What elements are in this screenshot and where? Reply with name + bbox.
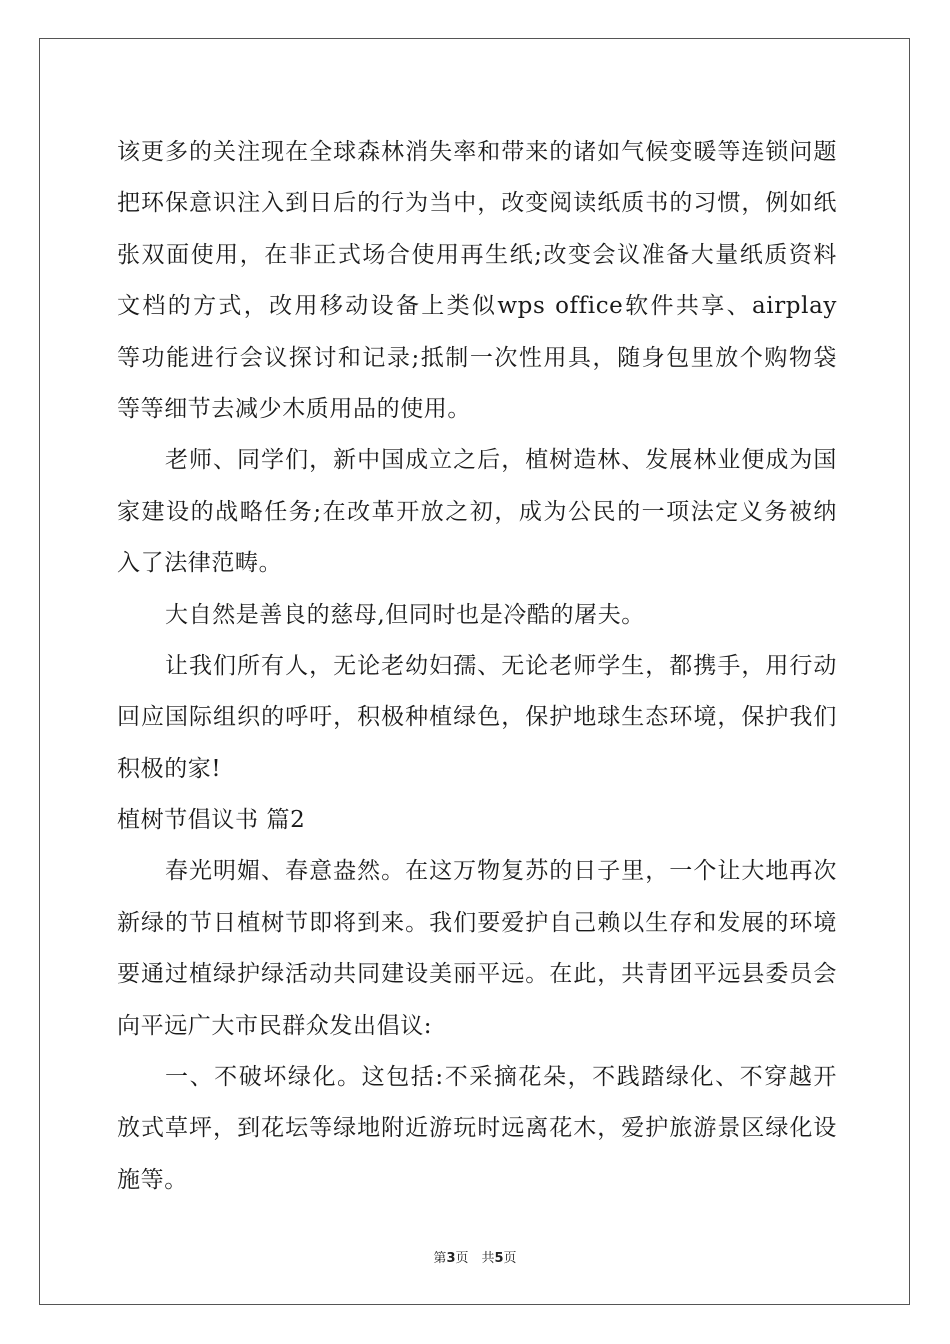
text-line: 施等。: [117, 1166, 188, 1193]
text-line: 回应国际组织的呼吁，积极种植绿色，保护地球生态环境，保护我们: [117, 704, 837, 731]
text-line: 大自然是善良的慈母,但同时也是冷酷的屠夫。: [165, 601, 645, 628]
current-page-number: 3: [446, 1251, 456, 1266]
footer-suffix: 页: [503, 1251, 517, 1266]
text-line: 春光明媚、春意盎然。在这万物复苏的日子里，一个让大地再次: [165, 858, 837, 885]
text-line: 把环保意识注入到日后的行为当中，改变阅读纸质书的习惯，例如纸: [117, 190, 837, 217]
text-line: 植树节倡议书 篇2: [117, 807, 306, 834]
text-line: 家建设的战略任务;在改革开放之初，成为公民的一项法定义务被纳: [117, 498, 837, 525]
text-line: 文档的方式，改用移动设备上类似wps office软件共享、airplay: [117, 293, 837, 320]
text-line: 积极的家!: [117, 755, 222, 782]
text-line: 要通过植绿护绿活动共同建设美丽平远。在此，共青团平远县委员会: [117, 961, 837, 988]
text-line: 张双面使用，在非正式场合使用再生纸;改变会议准备大量纸质资料: [117, 241, 837, 268]
text-line: 新绿的节日植树节即将到来。我们要爱护自己赖以生存和发展的环境: [117, 909, 837, 936]
document-body: [117, 127, 837, 1206]
text-line: 等等细节去减少木质用品的使用。: [117, 395, 471, 422]
text-line: 该更多的关注现在全球森林消失率和带来的诸如气候变暖等连锁问题: [117, 139, 837, 165]
text-line: 向平远广大市民群众发出倡议:: [117, 1012, 433, 1039]
text-line: 放式草坪，到花坛等绿地附近游玩时远离花木，爱护旅游景区绿化设: [117, 1115, 837, 1142]
footer-prefix: 第: [433, 1251, 447, 1266]
text-line: 一、不破坏绿化。这包括:不采摘花朵，不践踏绿化、不穿越开: [165, 1064, 837, 1091]
text-line: 入了法律范畴。: [117, 550, 283, 577]
footer-middle: 页 共: [455, 1251, 495, 1266]
text-line: 让我们所有人，无论老幼妇孺、无论老师学生，都携手，用行动: [165, 652, 837, 679]
total-pages-number: 5: [494, 1251, 504, 1266]
page-footer: [0, 1247, 950, 1266]
text-line: 等功能进行会议探讨和记录;抵制一次性用具，随身包里放个购物袋: [117, 344, 837, 371]
text-line: 老师、同学们，新中国成立之后，植树造林、发展林业便成为国: [165, 447, 837, 474]
